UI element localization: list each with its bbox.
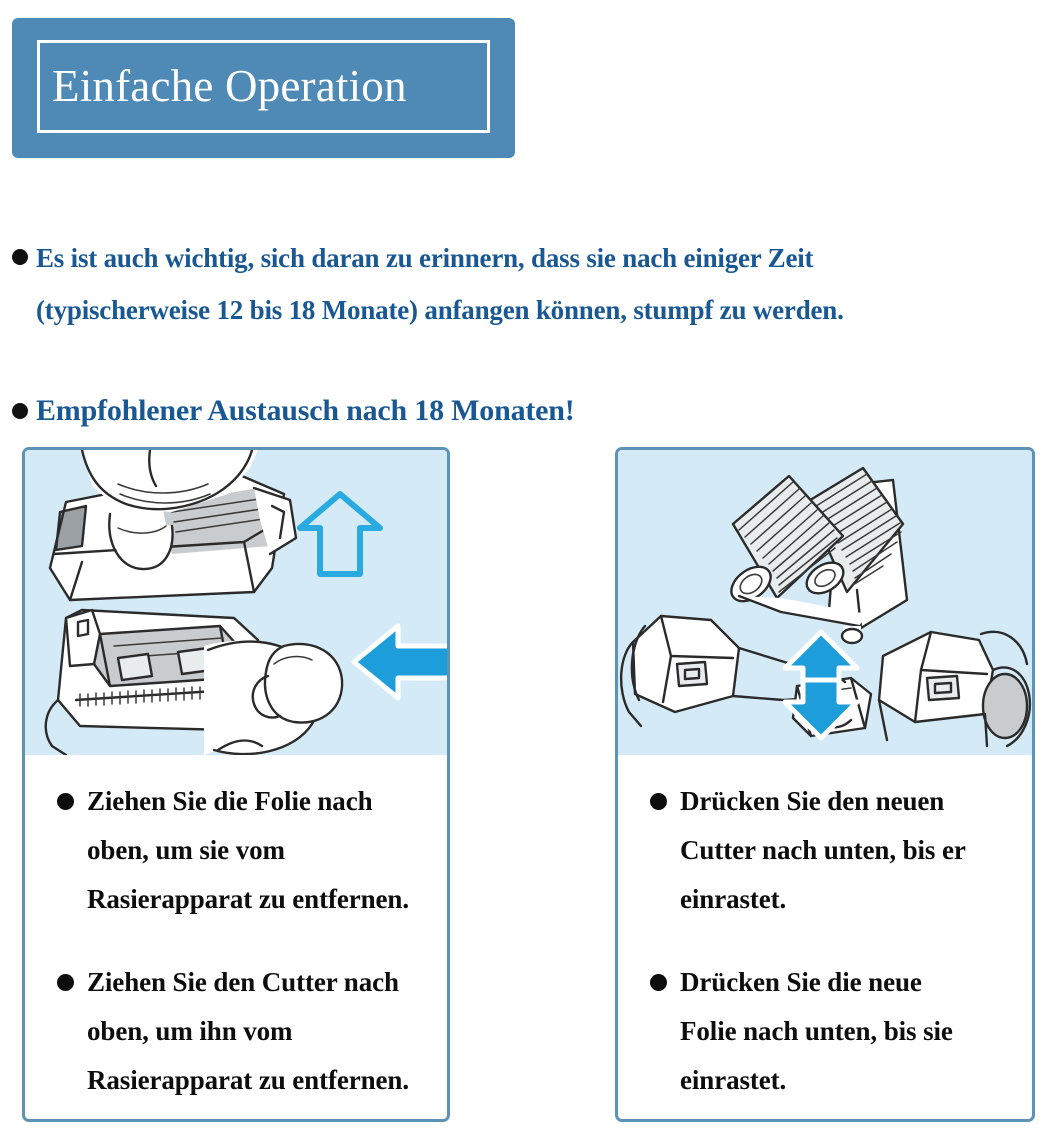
step-card-foil-removal: [22, 447, 450, 1122]
shaver-foil-removal-illustration: [25, 450, 447, 755]
intro-bullet-line: Empfohlener Austausch nach 18 Monaten!: [36, 394, 575, 427]
step-bullet-item: [41, 958, 431, 1105]
step-line: Cutter nach unten, bis er: [680, 835, 966, 865]
step-line: Drücken Sie den neuen: [680, 786, 945, 816]
step-card-body: [25, 755, 447, 1115]
intro-bullet-list: [0, 232, 1043, 437]
step-line: oben, um ihn vom: [87, 1016, 293, 1046]
page-title: Einfache Operation: [52, 61, 407, 111]
intro-bullet-item: [0, 385, 1043, 437]
step-line: Ziehen Sie den Cutter nach: [87, 967, 399, 997]
page-header-inner-frame: [37, 40, 490, 133]
step-line: einrastet.: [680, 884, 787, 914]
step-line: Rasierapparat zu entfernen.: [87, 884, 409, 914]
bullet-dot-icon: [57, 974, 74, 991]
bullet-dot-icon: [650, 974, 667, 991]
step-line: oben, um sie vom: [87, 835, 285, 865]
bullet-dot-icon: [57, 793, 74, 810]
step-line: Folie nach unten, bis sie: [680, 1016, 953, 1046]
step-card-cutter-insertion: [615, 447, 1035, 1122]
intro-bullet-item: [0, 232, 1043, 336]
intro-bullet-line: Es ist auch wichtig, sich daran zu erinnern, dass sie nach einiger Zeit: [36, 243, 814, 273]
step-line: einrastet.: [680, 1065, 787, 1095]
page-header-banner: [12, 18, 515, 158]
bullet-dot-icon: [650, 793, 667, 810]
step-line: Drücken Sie die neue: [680, 967, 922, 997]
shaver-cutter-insertion-illustration: [618, 450, 1032, 755]
bullet-dot-icon: [12, 403, 28, 419]
step-line: Rasierapparat zu entfernen.: [87, 1065, 409, 1095]
step-bullet-item: [634, 777, 1016, 924]
intro-bullet-line: (typischerweise 12 bis 18 Monate) anfangen können, stumpf zu werden.: [36, 295, 844, 325]
step-card-body: [618, 755, 1032, 1115]
bullet-dot-icon: [12, 249, 28, 265]
step-bullet-item: [634, 958, 1016, 1105]
step-line: Ziehen Sie die Folie nach: [87, 786, 373, 816]
step-bullet-item: [41, 777, 431, 924]
